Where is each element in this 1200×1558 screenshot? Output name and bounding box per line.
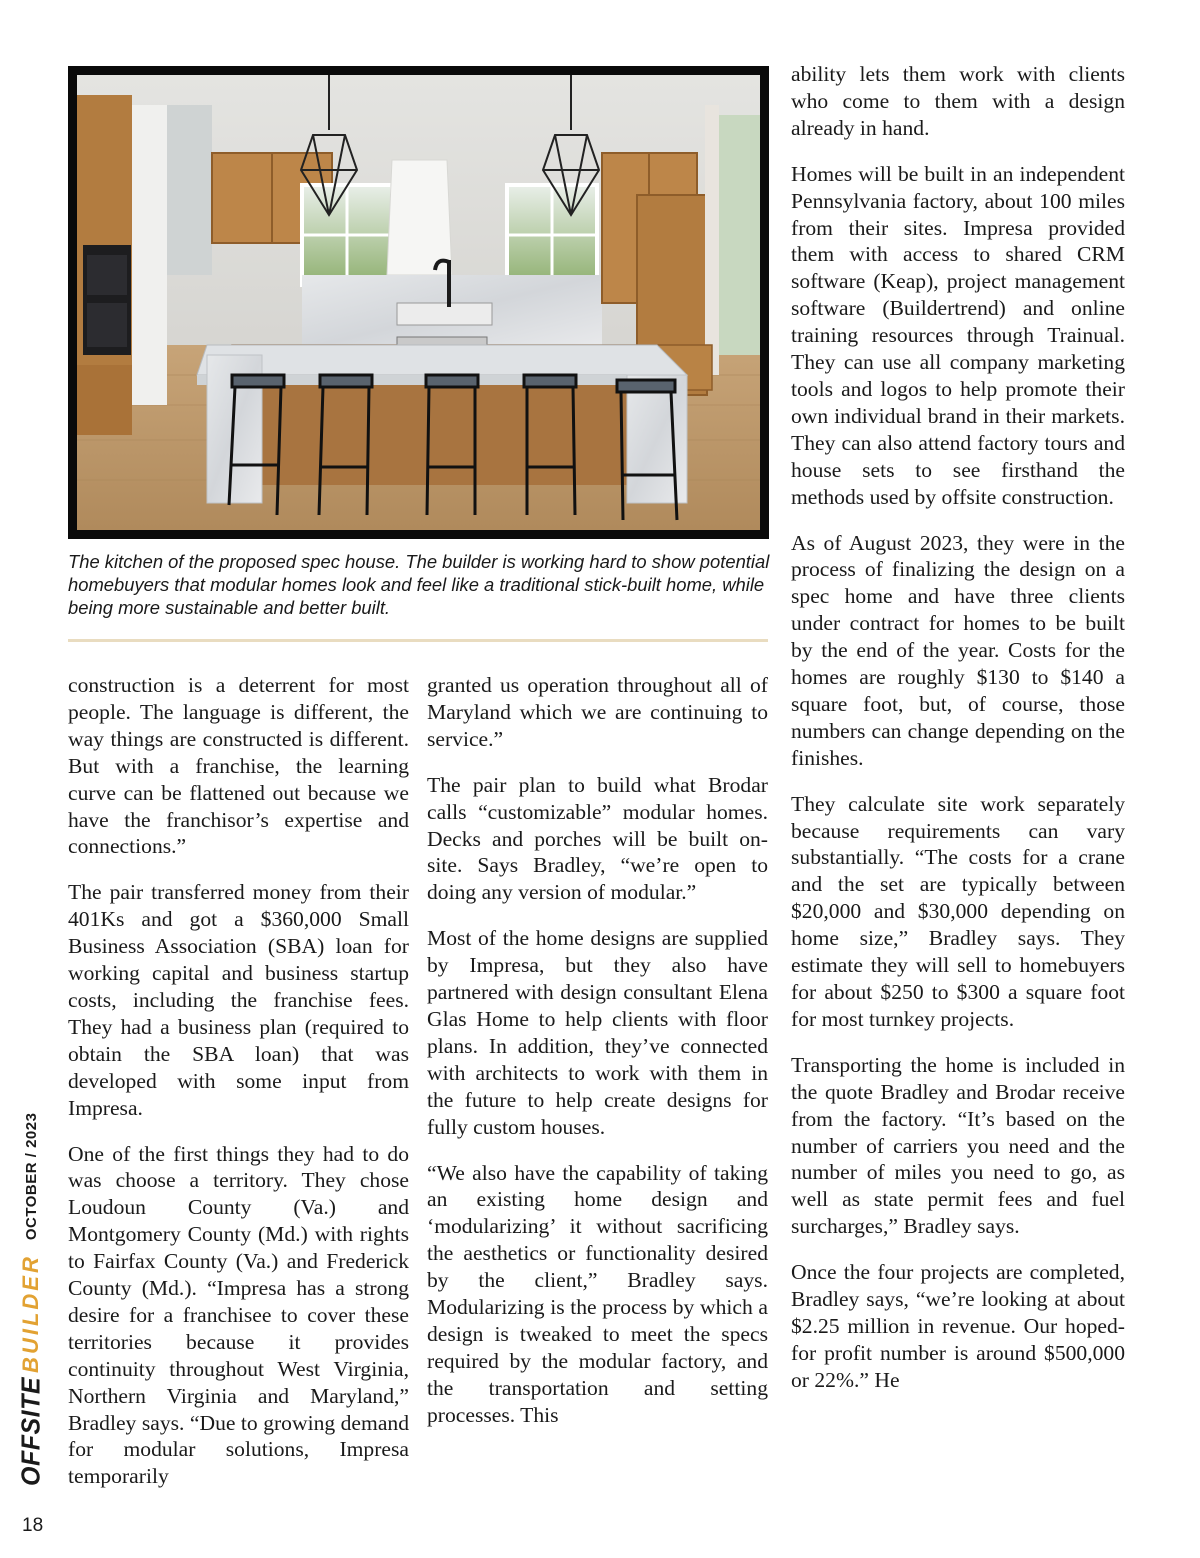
article-paragraph: They calculate site work separately because requirements can vary substantially. “The costs for a crane and the set are typically between $20,000 and $30,000 depending on home size,” Bradley says. They estimate they will sell to homebuyers for about $250 to $300 a square foot for most turnkey projects. [791, 791, 1125, 1031]
article-column-3 [791, 61, 1125, 1394]
article-paragraph: Homes will be built in an independent Pennsylvania factory, about 100 miles from their sites. Impresa provided them with access to shared CRM software (Keap), project management software (Buildertrend) and online training resources through Trainual. They can use all company marketing tools and logos to help promote their own individual brand in their markets. They can also attend factory tours and house sets to see firsthand the methods used by offsite construction. [791, 161, 1125, 509]
article-paragraph: One of the first things they had to do was choose a territory. They chose Loudoun County (Va.) and Montgomery County (Md.) with rights to Fairfax County (Va.) and Frederick County (Md.). “Impresa has a strong desire for a franchisee to cover these territories because it provides continuity throughout West Virginia, Northern Virginia and Maryland,” Bradley says. “Due to growing demand for modular solutions, Impresa temporarily [68, 1141, 409, 1489]
article-paragraph: Most of the home designs are supplied by Impresa, but they also have partnered with design consultant Elena Glas Home to help clients with floor plans. In addition, they’ve connected with architects to work with them in the future to help create designs for fully custom houses. [427, 926, 768, 1139]
issue-date: OCTOBER / 2023 [22, 1112, 40, 1241]
figure-caption: The kitchen of the proposed spec house. The builder is working hard to show potential homebuyers that modular homes look and feel like a traditional stick-built home, while being more sustainable and better built. [68, 551, 770, 618]
magazine-spine [15, 1112, 46, 1490]
page-number: 18 [22, 1515, 44, 1536]
article-paragraph: As of August 2023, they were in the process of finalizing the design on a spec home and have three clients under contract for homes to be built by the end of the year. Costs for the homes are roughly $130 to $140 a square foot, but, of course, those numbers can change depending on the finishes. [791, 530, 1125, 770]
article-paragraph: Once the four projects are completed, Bradley says, “we’re looking at about $2.25 million in revenue. Our hoped-for profit number is around $500,000 or 22%.” He [791, 1260, 1125, 1392]
article-column-1 [68, 672, 409, 1490]
article-paragraph: construction is a deterrent for most people. The language is different, the way things are constructed is different. But with a franchise, the learning curve can be flattened out because we have the franchisor’s expertise and connections.” [68, 673, 409, 859]
article-paragraph: Transporting the home is included in the quote Bradley and Brodar receive from the factory. “It’s based on the number of carriers you need and the number of miles you need to go, as well as state permit fees and fuel surcharges,” Bradley says. [791, 1052, 1125, 1239]
brand-offsite-text: OFFSITE [15, 1376, 46, 1486]
article-column-2 [427, 672, 768, 1429]
kitchen-rendering-image [77, 75, 760, 530]
article-paragraph: The pair transferred money from their 401Ks and got a $360,000 Small Business Association (SBA) loan for working capital and business startup costs, including the franchise fees. They had a business plan (required to obtain the SBA loan) that was developed with some input from Impresa. [68, 880, 409, 1120]
brand-builder-text: BUILDER [18, 1254, 43, 1373]
article-paragraph: ability lets them work with clients who come to them with a design already in hand. [791, 62, 1125, 140]
kitchen-photo [68, 66, 769, 539]
article-paragraph: The pair plan to build what Brodar calls “customizable” modular homes. Decks and porches will be built on-site. Says Bradley, “we’re open to doing any version of modular.” [427, 772, 768, 905]
article-paragraph: “We also have the capability of taking an existing home design and ‘modularizing’ it without sacrificing the aesthetics or functionality desired by the client,” Bradley says. Modularizing is the process by which a design is tweaked to meet the specs required by the modular factory, and the transportation and setting processes. This [427, 1160, 768, 1427]
caption-divider [68, 639, 768, 642]
article-paragraph: granted us operation throughout all of Maryland which we are continuing to service.” [427, 673, 768, 751]
